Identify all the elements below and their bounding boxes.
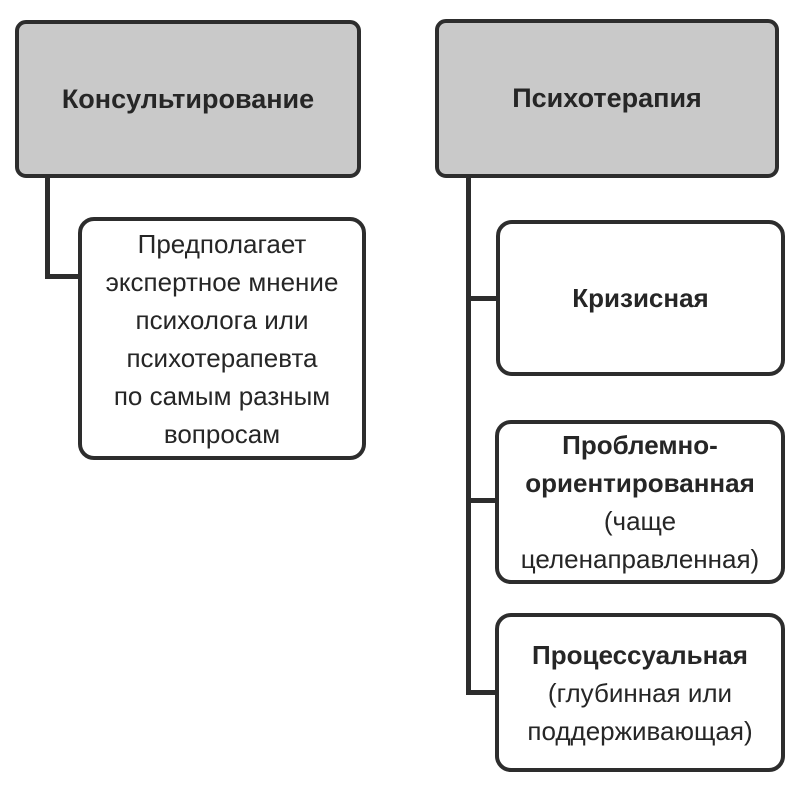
connector-consulting-horizontal <box>45 274 79 279</box>
description-line: Предполагает <box>137 228 307 259</box>
problem-title: Проблемно-ориентированная <box>525 430 755 498</box>
connector-psychotherapy-trunk <box>466 176 471 695</box>
consulting-title: Консультирование <box>61 83 315 114</box>
process-subtitle: (глубинная или поддерживающая) <box>527 677 753 746</box>
process-box <box>495 613 785 772</box>
psychotherapy-box <box>435 19 779 178</box>
process-title: Процессуальная <box>532 639 748 670</box>
crisis-title: Кризисная <box>572 283 709 313</box>
problem-box <box>495 420 785 584</box>
consulting-description-box <box>78 217 366 460</box>
connector-consulting-vertical <box>45 176 50 279</box>
consulting-box <box>15 20 361 178</box>
connector-branch-crisis <box>466 296 497 301</box>
crisis-box <box>496 220 785 376</box>
connector-branch-process <box>466 690 496 695</box>
description-line: экспертное мнение <box>105 266 339 297</box>
description-line: по самым разным <box>113 380 331 411</box>
psychotherapy-title: Психотерапия <box>512 83 702 113</box>
connector-branch-problem <box>466 498 496 503</box>
description-line: вопросам <box>163 418 281 449</box>
description-line: психолога или <box>135 304 309 335</box>
description-line: психотерапевта <box>126 342 318 373</box>
problem-subtitle: (чаще целенаправленная) <box>520 506 760 574</box>
